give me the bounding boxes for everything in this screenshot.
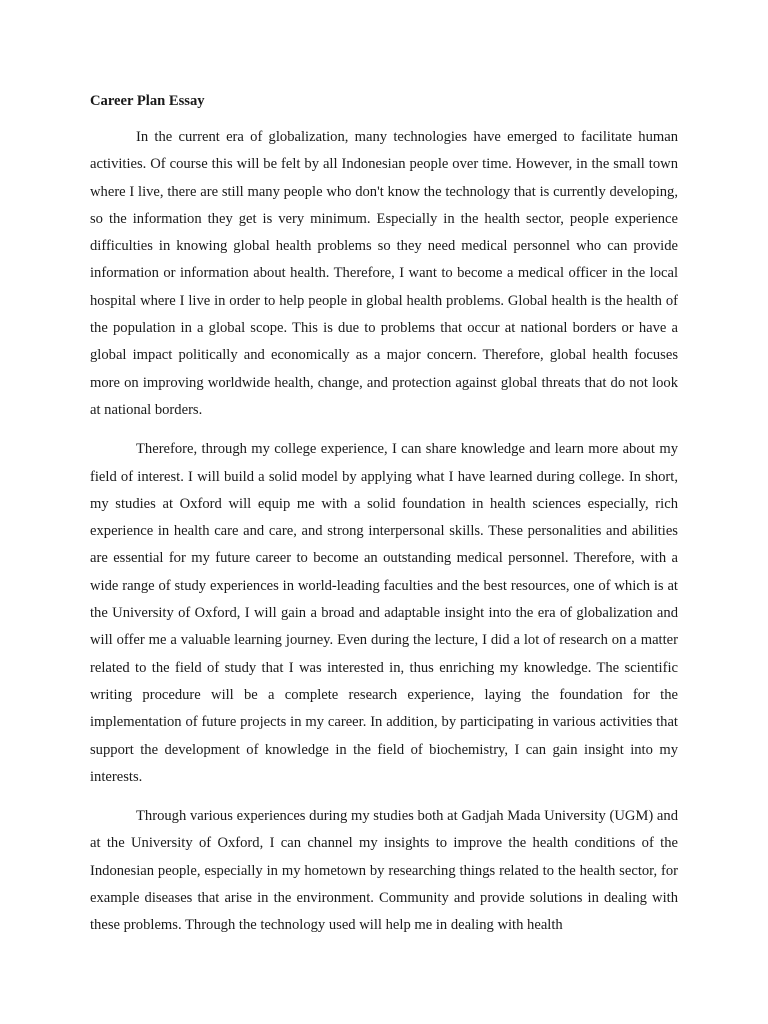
paragraph-1: In the current era of globalization, many technologies have emerged to facilitate human activities. Of course this will be felt by all Indonesian people over time. However, in the small town where I live, there are still many people who don't know the technology that is currently developing, so the information they get is very minimum. Especially in the health sector, people experience difficulties in knowing global health problems so they need medical personnel who can provide information or information about health. Therefore, I want to become a medical officer in the local hospital where I live in order to help people in global health problems. Global health is the health of the population in a global scope. This is due to problems that occur at national borders or have a global impact politically and economically as a major concern. Therefore, global health focuses more on improving worldwide health, change, and protection against global threats that do not look at national borders. xyxy=(90,129,678,418)
essay-title: Career Plan Essay xyxy=(90,93,205,109)
paragraph-2: Therefore, through my college experience, I can share knowledge and learn more about my field of interest. I will build a solid model by applying what I have learned during college. In short, my studies at Oxford will equip me with a solid foundation in health sciences especially, rich experience in health care and care, and strong interpersonal skills. These personalities and abilities are essential for my future career to become an outstanding medical personnel. Therefore, with a wide range of study experiences in world-leading faculties and the best resources, one of which is at the University of Oxford, I will gain a broad and adaptable insight into the era of globalization and will offer me a valuable learning journey. Even during the lecture, I did a lot of research on a matter related to the field of study that I was interested in, thus enriching my knowledge. The scientific writing procedure will be a complete research experience, laying the foundation for the implementation of future projects in my career. In addition, by participating in various activities that support the development of knowledge in the field of biochemistry, I can gain insight into my interests. xyxy=(90,441,678,785)
document-body xyxy=(90,88,678,952)
paragraph-3: Through various experiences during my studies both at Gadjah Mada University (UGM) and at the University of Oxford, I can channel my insights to improve the health conditions of the Indonesian people, especially in my hometown by researching things related to the health sector, for example diseases that arise in the environment. Community and provide solutions in dealing with these problems. Through the technology used will help me in dealing with health xyxy=(90,808,678,934)
